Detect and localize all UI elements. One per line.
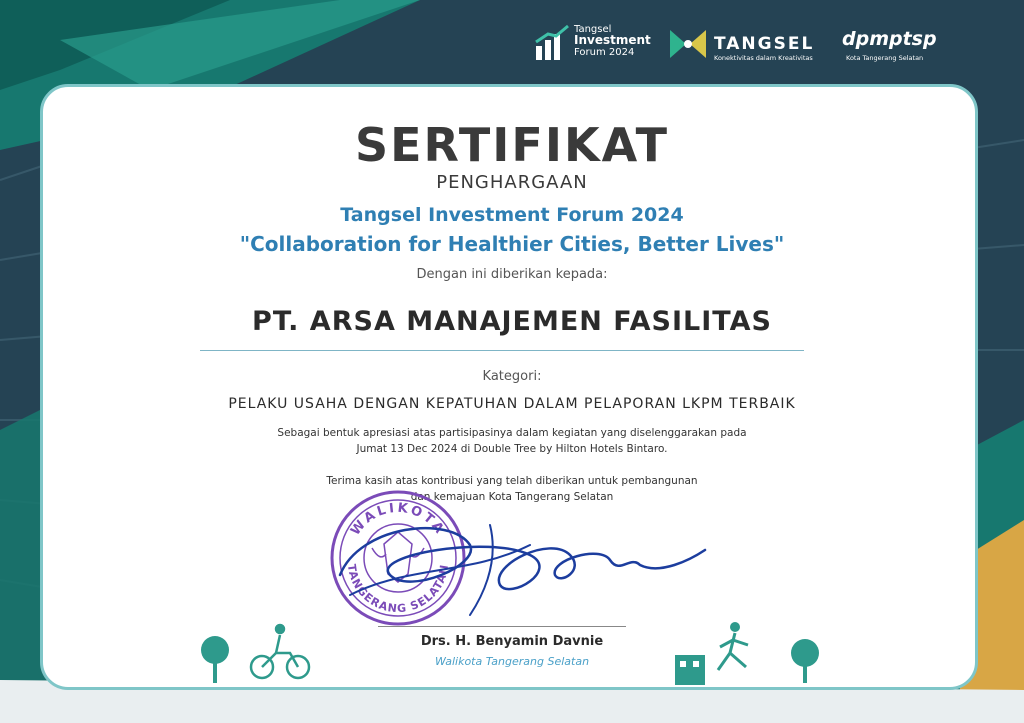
appreciation-line-1: Sebagai bentuk apresiasi atas partisipasinya dalam kegiatan yang diselenggarakan pada <box>277 427 747 439</box>
category-label: Kategori: <box>482 369 542 384</box>
signatory-title: Walikota Tangerang Selatan <box>434 655 590 668</box>
thanks-paragraph <box>0 473 1024 505</box>
signature-line <box>378 626 626 627</box>
given-to-label: Dengan ini diberikan kepada: <box>416 267 608 282</box>
thanks-line-2: dan kemajuan Kota Tangerang Selatan <box>410 491 614 503</box>
appreciation-line-2: Jumat 13 Dec 2024 di Double Tree by Hilton Hotels Bintaro. <box>356 443 668 455</box>
tif-bars-icon <box>534 24 570 64</box>
award-category: PELAKU USAHA DENGAN KEPATUHAN DALAM PELAPORAN LKPM TERBAIK <box>228 396 796 412</box>
signatory-name: Drs. H. Benyamin Davnie <box>420 634 604 649</box>
appreciation-paragraph <box>0 425 1024 457</box>
event-theme: "Collaboration for Healthier Cities, Better Lives" <box>239 232 785 256</box>
stamp-bottom-text: TANGERANG SELATAN <box>344 563 452 616</box>
tangsel-logo-tagline: Konektivitas dalam Kreativitas <box>714 54 813 62</box>
tangsel-logo-name: TANGSEL <box>714 34 815 54</box>
tif-logo-text: Tangsel Investment Forum 2024 <box>574 24 651 58</box>
dpmptsp-logo <box>836 22 962 70</box>
recipient-divider <box>200 350 804 351</box>
dpmptsp-logo-tagline: Kota Tangerang Selatan <box>846 54 924 62</box>
dpmptsp-logo-name: dpmptsp <box>842 28 937 50</box>
recipient-name: PT. ARSA MANAJEMEN FASILITAS <box>252 306 772 337</box>
event-name: Tangsel Investment Forum 2024 <box>340 204 684 226</box>
certificate-title: SERTIFIKAT <box>355 118 669 172</box>
cyclist-icon <box>251 625 309 678</box>
handwritten-signature <box>330 505 710 625</box>
tangsel-logo <box>664 22 828 70</box>
tangsel-investment-forum-logo <box>534 22 664 70</box>
thanks-line-1: Terima kasih atas kontribusi yang telah diberikan untuk pembangunan <box>326 475 698 487</box>
tangsel-mark-icon <box>666 24 710 64</box>
certificate-subtitle: PENGHARGAAN <box>436 172 588 193</box>
stamp-top-text: WALIKOTA <box>348 500 448 539</box>
